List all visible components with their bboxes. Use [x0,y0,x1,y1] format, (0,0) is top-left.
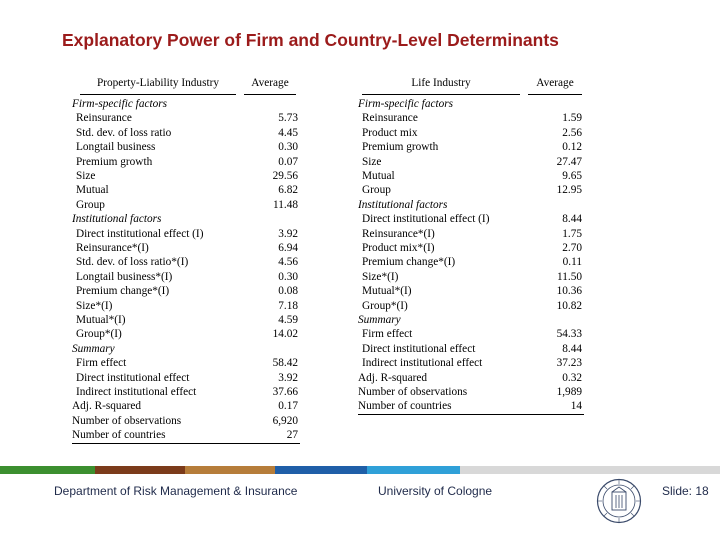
pl-row-label: Longtail business*(I) [76,270,173,283]
life-row [358,212,590,226]
life-row-label: Premium change*(I) [362,256,456,269]
life-row-label: Direct institutional effect [362,342,476,355]
life-row-value: 1.75 [562,227,582,240]
bar-segment [460,466,720,474]
life-row-label: Number of observations [358,386,468,398]
life-row [358,140,590,154]
pl-row-value: 4.56 [278,256,298,269]
bar-segment [95,466,185,474]
pl-row [72,227,304,241]
life-row-value: 12.95 [556,184,582,197]
pl-row [72,299,304,313]
life-row [358,169,590,183]
pl-row-value: 29.56 [272,170,298,182]
life-row-label: Mutual [362,170,395,182]
pl-row-value: 58.42 [272,357,298,370]
pl-row-label: Longtail business [76,141,156,154]
life-row-value: 1.59 [562,112,582,125]
pl-row [72,385,304,399]
footer-department: Department of Risk Management & Insurance [54,484,298,498]
pl-row-value: 3.92 [278,227,298,240]
pl-row-label: Reinsurance*(I) [76,242,149,254]
pl-row-label: Indirect institutional effect [76,386,197,398]
life-row [358,356,590,370]
pl-row-label: Number of countries [72,429,166,442]
life-row-value: 37.23 [556,357,582,370]
life-row-label: Firm effect [362,328,413,341]
pl-row-value: 6,920 [272,414,298,427]
life-row-value: 1,989 [556,386,582,398]
life-row-label: Product mix*(I) [362,242,435,254]
pl-row-label: Premium change*(I) [76,285,170,298]
pl-row [72,327,304,341]
pl-row-label: Direct institutional effect [76,371,190,384]
life-row-value: 0.11 [562,256,582,269]
pl-row-value: 6.82 [278,184,298,197]
pl-row-value: 0.30 [278,270,298,283]
life-row [358,284,590,298]
footer-color-bar [0,466,720,474]
pl-row-label: Adj. R-squared [72,400,142,413]
pl-row-value: 0.08 [278,285,298,298]
pl-row [72,111,304,125]
life-row-value: 2.70 [562,242,582,254]
pl-row [72,212,304,226]
life-row-value: 0.32 [562,371,582,384]
life-row [358,270,590,284]
pl-row-label: Std. dev. of loss ratio*(I) [76,256,189,269]
pl-row-value: 37.66 [272,386,298,398]
bar-segment [275,466,367,474]
pl-row [72,313,304,327]
pl-row [72,241,304,255]
pl-row-value: 7.18 [278,299,298,312]
life-bottom-rule [358,414,584,415]
pl-row [72,371,304,385]
life-row [358,227,590,241]
life-row-value: 14 [570,400,582,413]
life-row-label: Mutual*(I) [362,285,412,298]
life-row [358,97,590,111]
life-row-label: Adj. R-squared [358,371,428,384]
life-header-value: Average [528,76,582,95]
life-row [358,255,590,269]
pl-row-value: 14.02 [272,328,298,341]
life-row-value: 0.12 [562,141,582,154]
life-row-label: Institutional factors [358,198,448,211]
pl-row [72,140,304,154]
life-row-value: 11.50 [557,270,582,283]
pl-row [72,342,304,356]
life-row-value: 10.82 [556,299,582,312]
pl-row-label: Firm effect [76,357,127,370]
pl-row-label: Mutual [76,184,109,197]
pl-row-value: 5.73 [278,112,298,125]
life-row [358,327,590,341]
page-title: Explanatory Power of Firm and Country-Level Determinants [62,30,559,50]
pl-row [72,126,304,140]
footer-slide-number: Slide: 18 [662,484,709,498]
pl-row-value: 11.48 [273,198,298,211]
pl-row [72,255,304,269]
pl-row [72,169,304,183]
pl-row-label: Number of observations [72,414,182,427]
life-row [358,313,590,327]
life-table [358,76,590,416]
life-row-label: Size*(I) [362,270,399,283]
life-row [358,371,590,385]
bar-segment [0,466,95,474]
life-row-value: 2.56 [562,126,582,139]
pl-row-label: Premium growth [76,155,153,168]
pl-row-label: Std. dev. of loss ratio [76,126,172,139]
pl-row-value: 0.07 [278,155,298,168]
life-row-value: 27.47 [556,155,582,168]
pl-row-label: Summary [72,342,115,355]
life-row-label: Indirect institutional effect [362,357,483,370]
pl-row-value: 4.45 [278,126,298,139]
life-row [358,299,590,313]
pl-row-value: 0.30 [278,141,298,154]
life-row-label: Reinsurance*(I) [362,227,435,240]
pl-row-label: Institutional factors [72,213,162,226]
life-row-value: 8.44 [562,213,582,226]
pl-row-label: Group [76,198,105,211]
life-row-label: Group*(I) [362,299,408,312]
pl-row-value: 27 [286,429,298,442]
pl-row-label: Firm-specific factors [72,98,168,110]
life-row [358,342,590,356]
pl-row [72,183,304,197]
bar-segment [367,466,460,474]
pl-row [72,270,304,284]
life-row [358,155,590,169]
pl-row [72,198,304,212]
life-row [358,385,590,399]
life-row-label: Product mix [362,126,418,139]
life-row [358,111,590,125]
life-row [358,198,590,212]
bar-segment [185,466,275,474]
university-seal-icon [596,478,642,524]
property-liability-table [72,76,304,442]
pl-row [72,97,304,111]
life-row-label: Firm-specific factors [358,98,454,110]
life-row-value: 8.44 [562,342,582,355]
life-row-label: Premium growth [362,141,439,154]
life-row-value: 10.36 [556,285,582,298]
life-row-label: Group [362,184,391,197]
pl-row-value: 4.59 [278,314,298,326]
pl-row [72,414,304,428]
life-row-value: 54.33 [556,328,582,341]
footer-university: University of Cologne [378,484,493,498]
life-row-label: Size [362,155,382,168]
pl-row [72,284,304,298]
pl-row [72,155,304,169]
pl-header-value: Average [244,76,296,95]
life-row-label: Number of countries [358,400,452,413]
life-row-label: Direct institutional effect (I) [362,213,490,226]
life-row [358,126,590,140]
pl-row-label: Group*(I) [76,328,122,341]
life-header-label: Life Industry [362,76,520,95]
pl-row [72,356,304,370]
life-row-label: Summary [358,314,401,326]
life-row-value: 9.65 [562,170,582,182]
pl-header-label: Property-Liability Industry [80,76,236,95]
pl-row [72,428,304,442]
life-row [358,241,590,255]
pl-row [72,399,304,413]
pl-row-label: Reinsurance [76,112,132,125]
pl-row-value: 6.94 [278,242,298,254]
life-row [358,399,590,413]
pl-row-label: Size [76,170,96,182]
pl-row-label: Mutual*(I) [76,314,126,326]
pl-row-value: 0.17 [278,400,298,413]
pl-row-label: Size*(I) [76,299,113,312]
pl-row-value: 3.92 [278,371,298,384]
life-row-label: Reinsurance [362,112,418,125]
pl-bottom-rule [72,443,300,444]
pl-row-label: Direct institutional effect (I) [76,227,204,240]
life-row [358,183,590,197]
